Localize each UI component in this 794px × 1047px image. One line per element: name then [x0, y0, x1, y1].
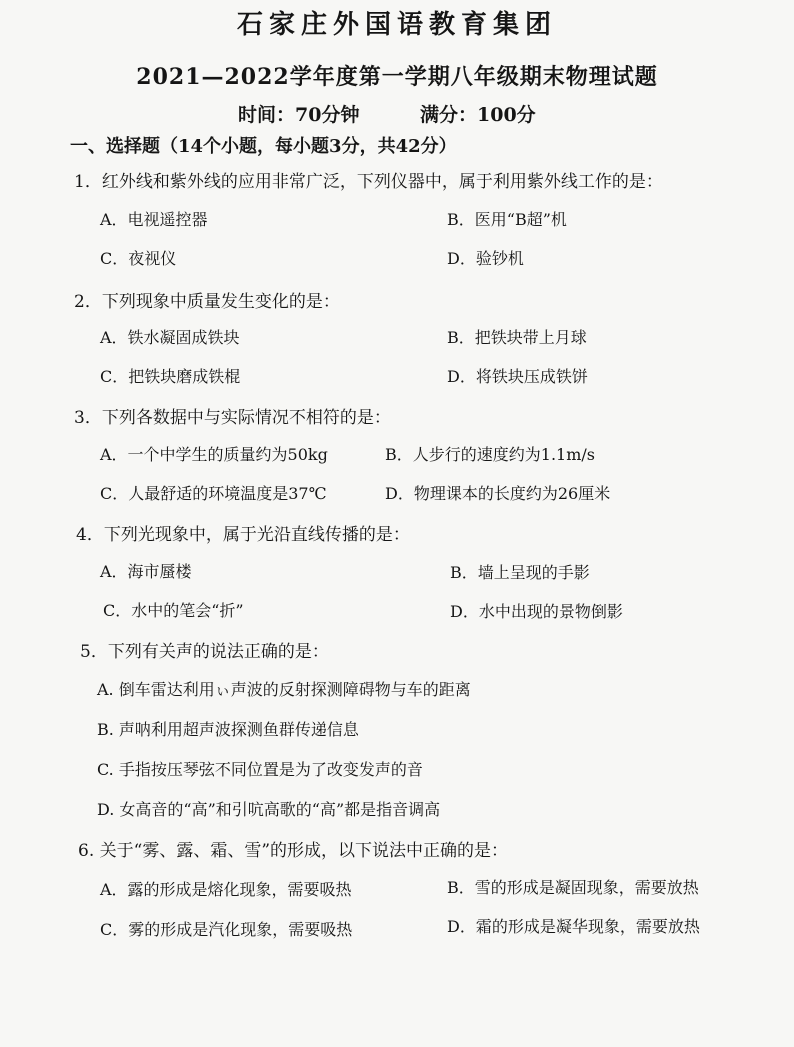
- question-2-option-d: D．将铁块压成铁饼: [447, 367, 588, 386]
- question-4-option-b: B．墙上呈现的手影: [450, 563, 590, 582]
- question-1-option-c: C．夜视仪: [100, 249, 177, 268]
- question-6-option-b: B．雪的形成是凝固现象，需要放热: [447, 878, 699, 897]
- question-6-option-d: D．霜的形成是凝华现象，需要放热: [447, 917, 700, 936]
- question-5-option-b: B. 声呐利用超声波探测鱼群传递信息: [97, 720, 359, 739]
- question-2-stem: 2．下列现象中质量发生变化的是：: [74, 292, 340, 312]
- question-2-option-c: C．把铁块磨成铁棍: [100, 367, 241, 386]
- question-3-option-c: C．人最舒适的环境温度是37℃: [100, 484, 327, 503]
- question-4-option-d: D．水中出现的景物倒影: [450, 602, 623, 621]
- question-3-option-b: B．人步行的速度约为1.1m/s: [385, 445, 595, 464]
- exam-title: 2021—2022学年度第一学期八年级期末物理试题: [136, 64, 658, 90]
- question-1-option-a: A．电视遥控器: [100, 210, 208, 229]
- question-1-option-d: D．验钞机: [447, 249, 524, 268]
- question-4-option-a: A．海市蜃楼: [100, 562, 192, 581]
- question-3-stem: 3．下列各数据中与实际情况不相符的是：: [74, 408, 391, 428]
- question-5-option-c: C. 手指按压琴弦不同位置是为了改变发声的音: [97, 760, 423, 779]
- question-3-option-d: D．物理课本的长度约为26厘米: [385, 484, 611, 503]
- question-6-option-c: C．雾的形成是汽化现象，需要吸热: [100, 920, 353, 939]
- question-3-option-a: A．一个中学生的质量约为50kg: [100, 445, 328, 464]
- exam-time: 时间：70分钟: [238, 104, 360, 126]
- school-name: 石家庄外国语教育集团: [236, 10, 557, 40]
- question-5-option-a: A. 倒车雷达利用ぃ声波的反射探测障碍物与车的距离: [97, 680, 471, 699]
- section-heading: 一、选择题（14个小题，每小题3分，共42分）: [70, 136, 457, 157]
- exam-score: 满分：100分: [420, 104, 536, 126]
- question-6-option-a: A．露的形成是熔化现象，需要吸热: [100, 880, 352, 899]
- question-2-option-a: A．铁水凝固成铁块: [100, 328, 240, 347]
- question-2-option-b: B．把铁块带上月球: [447, 328, 587, 347]
- question-1-stem: 1．红外线和紫外线的应用非常广泛，下列仪器中，属于利用紫外线工作的是：: [74, 172, 663, 192]
- question-5-stem: 5．下列有关声的说法正确的是：: [80, 642, 329, 662]
- question-1-option-b: B．医用“B超”机: [447, 210, 567, 229]
- question-4-option-c: C．水中的笔会“折”: [103, 601, 244, 620]
- question-4-stem: 4．下列光现象中，属于光沿直线传播的是：: [76, 525, 410, 545]
- question-6-stem: 6. 关于“雾、露、霜、雪”的形成，以下说法中正确的是：: [78, 841, 509, 861]
- question-5-option-d: D. 女高音的“高”和引吭高歌的“高”都是指音调高: [97, 800, 441, 819]
